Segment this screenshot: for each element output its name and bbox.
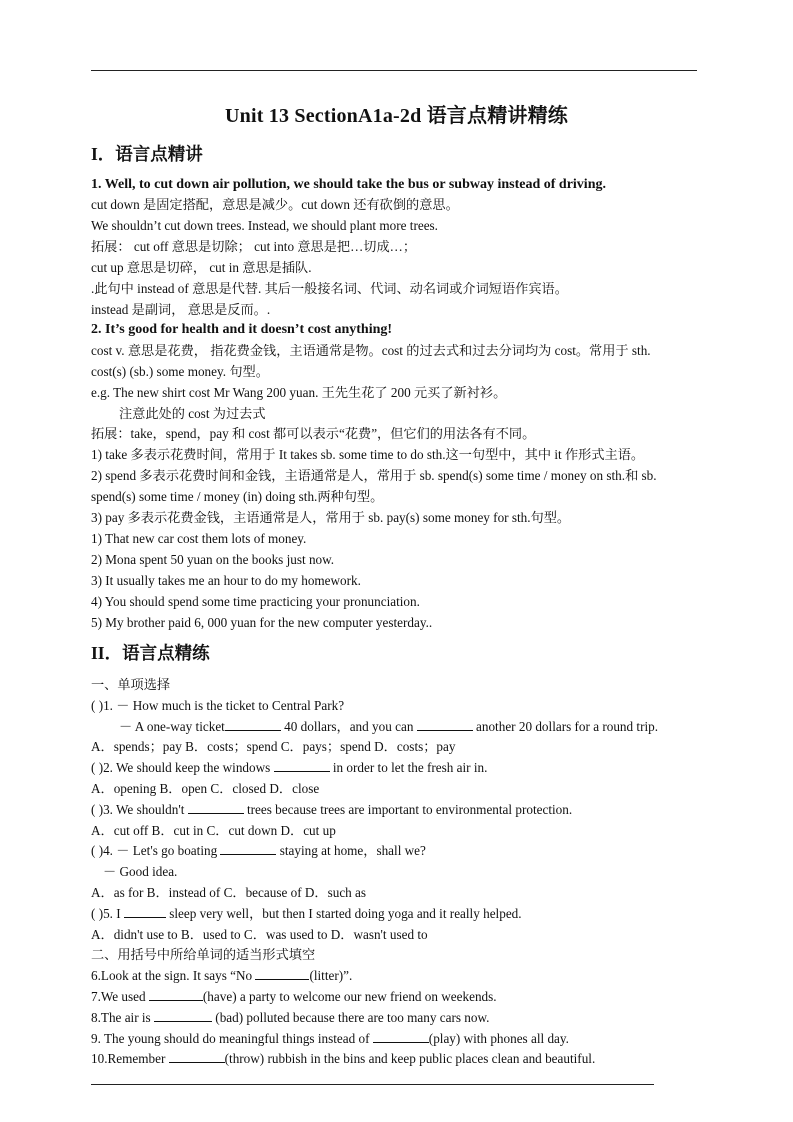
answer-blank [255, 967, 309, 980]
point1-line: instead 是副词， 意思是反而。. [91, 302, 271, 317]
point2-line: 2) spend 多表示花费时间和金钱，主语通常是人，常用于 sb. spend(s) some time / money on sth.和 sb. [91, 468, 657, 483]
answer-blank [220, 842, 276, 855]
point1-line: 拓展： cut off 意思是切除； cut into 意思是把…切成…； [91, 239, 417, 254]
answer-blank [169, 1050, 225, 1063]
example-sentence: 5) My brother paid 6, 000 yuan for the new computer yesterday.. [91, 615, 433, 630]
question-2-options: A．opening B．open C．closed D．close [91, 781, 320, 796]
answer-blank [149, 988, 203, 1001]
question-4-line: － Good idea. [103, 864, 178, 879]
text: ( )4. － Let's go boating [91, 843, 221, 858]
text: trees because trees are important to environmental protection. [243, 802, 573, 817]
text: 10.Remember [91, 1051, 169, 1066]
text: 9. The young should do meaningful things instead of [91, 1031, 373, 1046]
text: － A one-way ticket [119, 719, 225, 734]
question-1-options: A．spends；pay B．costs；spend C．pays；spend D．costs；pay [91, 739, 456, 754]
text: (litter)”. [309, 968, 353, 983]
section-heading-1: I．语言点精讲 [91, 144, 203, 164]
text: 40 dollars，and you can [280, 719, 417, 734]
fill-7 [91, 988, 497, 1006]
point1-line: cut down 是固定搭配，意思是减少。cut down 还有砍倒的意思。 [91, 197, 459, 212]
example-sentence: 4) You should spend some time practicing your pronunciation. [91, 594, 420, 609]
fill-8 [91, 1009, 489, 1027]
question-3 [91, 801, 572, 819]
text: sleep very well，but then I started doing yoga and it really helped. [165, 906, 522, 921]
point2-sentence: 2. It’s good for health and it doesn’t cost anything! [91, 322, 393, 337]
document-title: Unit 13 SectionA1a-2d 语言点精讲精练 [224, 105, 569, 127]
text: another 20 dollars for a round trip. [472, 719, 659, 734]
text: (throw) rubbish in the bins and keep public places clean and beautiful. [224, 1051, 596, 1066]
question-4-options: A．as for B．instead of C．because of D．such as [91, 885, 367, 900]
question-4 [91, 842, 426, 860]
fill-6 [91, 967, 352, 985]
point1-line: .此句中 instead of 意思是代替. 其后一般接名词、代词、动名词或介词短语作宾语。 [91, 281, 568, 296]
text: ( )5. I [91, 906, 124, 921]
point1-line: We shouldn’t cut down trees. Instead, we should plant more trees. [91, 218, 438, 233]
example-sentence: 1) That new car cost them lots of money. [91, 531, 307, 546]
answer-blank [274, 759, 330, 772]
question-1-line [119, 718, 658, 736]
point1-line: cut up 意思是切碎， cut in 意思是插队. [91, 260, 312, 275]
text: (have) a party to welcome our new friend on weekends. [202, 989, 497, 1004]
text: (bad) polluted because there are too many cars now. [212, 1010, 490, 1025]
point2-line: cost v. 意思是花费， 指花费金钱，主语通常是物。cost 的过去式和过去分词均为 cost。常用于 sth. [91, 343, 651, 358]
text: ( )2. We should keep the windows [91, 760, 274, 775]
part-title: 二、用括号中所给单词的适当形式填空 [91, 947, 316, 962]
footer-rule [91, 1084, 654, 1085]
answer-blank [124, 905, 166, 918]
part-title: 一、单项选择 [91, 677, 171, 692]
text: 7.We used [91, 989, 149, 1004]
question-5 [91, 905, 522, 923]
answer-blank [373, 1030, 429, 1043]
question-2 [91, 759, 487, 777]
text: (play) with phones all day. [428, 1031, 569, 1046]
answer-blank [417, 718, 473, 731]
text: ( )3. We shouldn't [91, 802, 188, 817]
point2-line: cost(s) (sb.) some money. 句型。 [91, 364, 269, 379]
point1-sentence: 1. Well, to cut down air pollution, we should take the bus or subway instead of driving. [91, 177, 606, 192]
question-5-options: A．didn't use to B．used to C．was used to D．wasn't used to [91, 927, 428, 942]
header-rule [91, 70, 697, 71]
example-sentence: 2) Mona spent 50 yuan on the books just now. [91, 552, 335, 567]
section-heading-2: II．语言点精练 [91, 643, 210, 663]
answer-blank [188, 801, 244, 814]
example-sentence: 3) It usually takes me an hour to do my homework. [91, 573, 361, 588]
fill-10 [91, 1050, 595, 1068]
text: 8.The air is [91, 1010, 154, 1025]
point2-line: e.g. The new shirt cost Mr Wang 200 yuan. 王先生花了 200 元买了新衬衫。 [91, 385, 507, 400]
text: in order to let the fresh air in. [329, 760, 488, 775]
point2-line: 注意此处的 cost 为过去式 [119, 406, 266, 421]
text: staying at home，shall we? [276, 843, 426, 858]
answer-blank [154, 1009, 212, 1022]
question-1: ( )1. － How much is the ticket to Central Park? [91, 698, 345, 713]
answer-blank [225, 718, 281, 731]
point2-line: 拓展：take，spend，pay 和 cost 都可以表示“花费”，但它们的用法各有不同。 [91, 426, 536, 441]
text: 6.Look at the sign. It says “No [91, 968, 256, 983]
question-3-options: A．cut off B．cut in C．cut down D．cut up [91, 823, 336, 838]
fill-9 [91, 1030, 569, 1048]
point2-line: 1) take 多表示花费时间，常用于 It takes sb. some time to do sth.这一句型中，其中 it 作形式主语。 [91, 447, 645, 462]
point2-line: spend(s) some time / money (in) doing sth.两种句型。 [91, 489, 384, 504]
point2-line: 3) pay 多表示花费金钱，主语通常是人，常用于 sb. pay(s) some money for sth.句型。 [91, 510, 571, 525]
